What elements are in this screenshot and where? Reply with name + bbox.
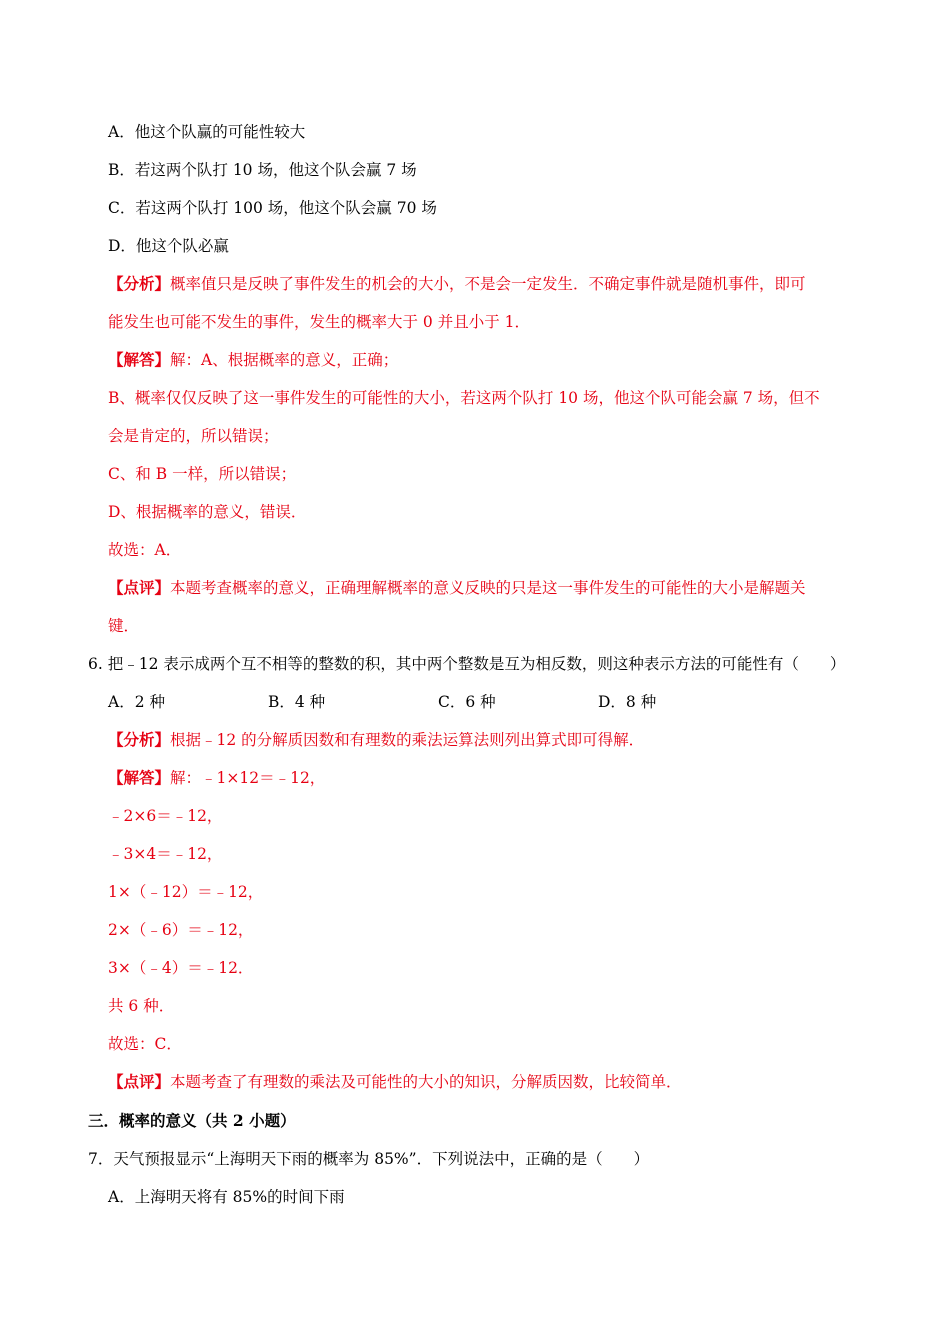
- q6-solution-line5: 2×（﹣6）＝﹣12，: [108, 921, 254, 939]
- q6-solution-tag: 【解答】: [108, 768, 171, 787]
- q7-option-a: A．上海明天将有 85%的时间下雨: [108, 1188, 345, 1206]
- q6-analysis: [108, 729, 644, 751]
- comment-tag: 【点评】: [108, 578, 171, 597]
- q6-solution-line2: ﹣2×6＝﹣12，: [108, 807, 223, 825]
- q6-comment: [108, 1071, 682, 1093]
- q6-option-d: D．8 种: [598, 693, 657, 711]
- q5-comment-line2: 键．: [108, 617, 140, 635]
- comment-text: 本题考查概率的意义，正确理解概率的意义反映的只是这一事件发生的可能性的大小是解题关: [170, 579, 806, 597]
- q5-solution-line4: C、和 B 一样，所以错误；: [108, 465, 297, 483]
- q6-option-a: A．2 种: [108, 693, 165, 711]
- q5-option-d: D．他这个队必赢: [108, 237, 229, 255]
- q6-solution-line1: [108, 767, 325, 789]
- q6-comment-tag: 【点评】: [108, 1072, 171, 1091]
- q6-solution-line4: 1×（﹣12）＝﹣12，: [108, 883, 264, 901]
- analysis-text: 概率值只是反映了事件发生的机会的大小，不是会一定发生．不确定事件就是随机事件，即可: [170, 275, 806, 293]
- q5-analysis-line2: 能发生也可能不发生的事件，发生的概率大于 0 并且小于 1．: [108, 313, 531, 331]
- q5-solution-line5: D、根据概率的意义，错误．: [108, 503, 307, 521]
- solution-text: 解：A、根据概率的意义，正确；: [170, 351, 399, 369]
- q5-solution-line2: B、概率仅仅反映了这一事件发生的可能性的大小，若这两个队打 10 场，他这个队可能会赢 7 场，但不: [108, 389, 820, 407]
- q6-solution-text: 解：﹣1×12＝﹣12，: [170, 769, 326, 787]
- q6-option-c: C．6 种: [438, 693, 496, 711]
- solution-tag: 【解答】: [108, 350, 171, 369]
- q6-solution-line6: 3×（﹣4）＝﹣12．: [108, 959, 254, 977]
- q5-solution-line3: 会是肯定的，所以错误；: [108, 427, 279, 445]
- q6-answer: 故选：C．: [108, 1035, 182, 1053]
- q5-comment-line1: [108, 577, 806, 599]
- q5-option-b: B．若这两个队打 10 场，他这个队会赢 7 场: [108, 161, 417, 179]
- q6-analysis-tag: 【分析】: [108, 730, 171, 749]
- q5-option-c: C．若这两个队打 100 场，他这个队会赢 70 场: [108, 199, 437, 217]
- q5-answer: 故选：A．: [108, 541, 182, 559]
- q6-analysis-text: 根据﹣12 的分解质因数和有理数的乘法运算法则列出算式即可得解．: [170, 731, 645, 749]
- q5-option-a: A．他这个队赢的可能性较大: [108, 123, 306, 141]
- q6-solution-line3: ﹣3×4＝﹣12，: [108, 845, 223, 863]
- q7-stem: 7．天气预报显示“上海明天下雨的概率为 85%”．下列说法中，正确的是（ ）: [88, 1150, 650, 1168]
- q6-stem: 6. 把﹣12 表示成两个互不相等的整数的积，其中两个整数是互为相反数，则这种表示方法的可能性有（ ）: [88, 655, 846, 673]
- q5-analysis-line1: [108, 273, 806, 295]
- analysis-tag: 【分析】: [108, 274, 171, 293]
- q6-option-b: B．4 种: [268, 693, 326, 711]
- q5-solution-line1: [108, 349, 398, 371]
- section-3-title: 三．概率的意义（共 2 小题）: [88, 1111, 296, 1130]
- q6-comment-text: 本题考查了有理数的乘法及可能性的大小的知识，分解质因数，比较简单．: [170, 1073, 682, 1091]
- q6-total: 共 6 种．: [108, 997, 175, 1015]
